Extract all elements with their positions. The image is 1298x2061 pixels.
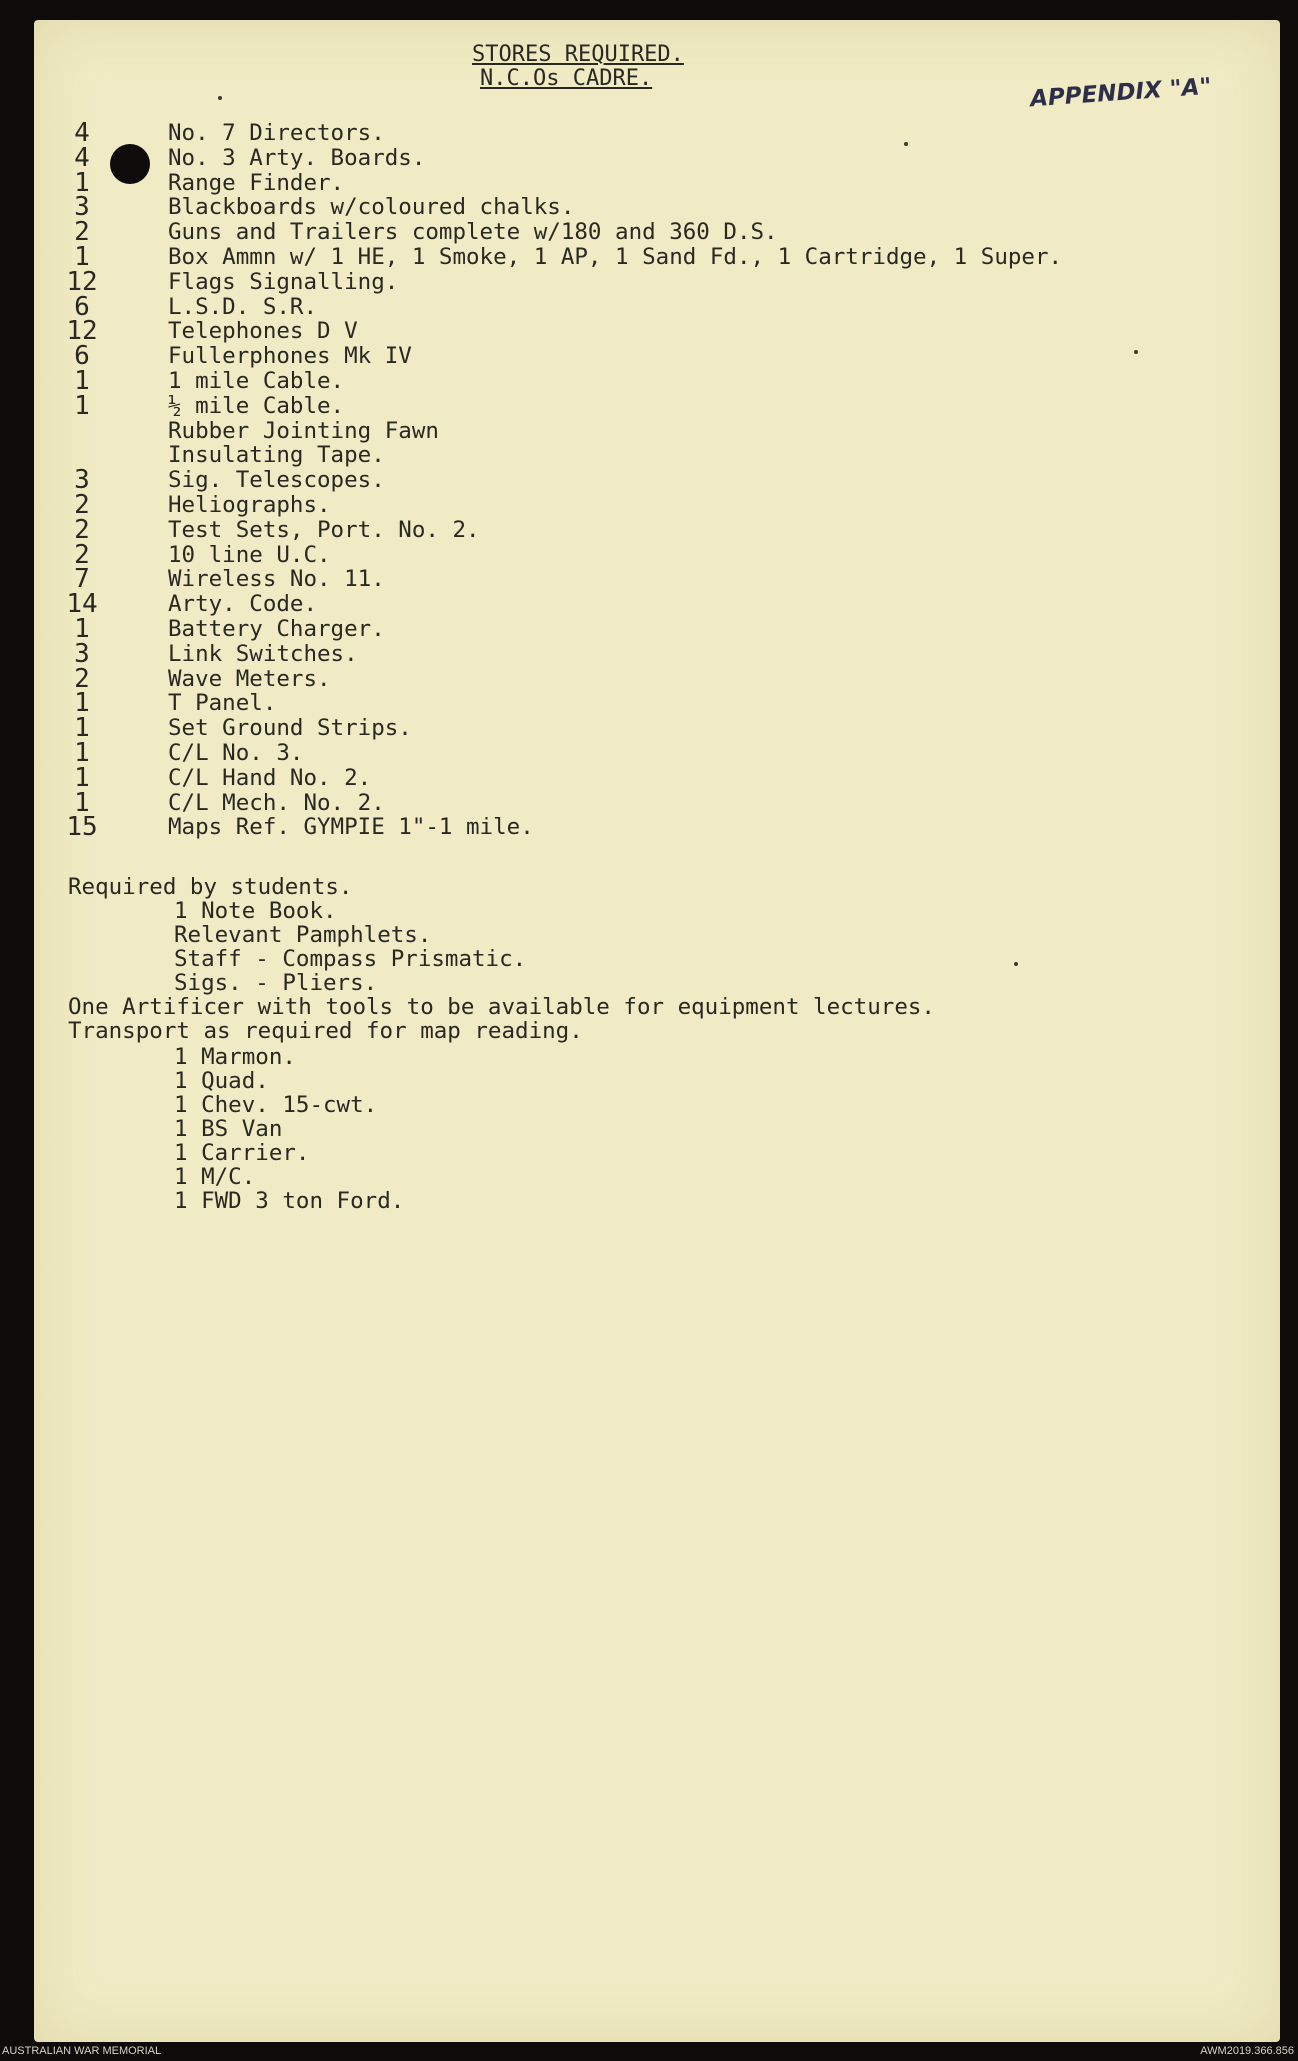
item-description: Wireless No. 11. <box>168 566 385 592</box>
students-line-1: 1 Note Book. <box>174 898 337 924</box>
artificer-line: One Artificer with tools to be available for equipment lectures. <box>68 994 935 1020</box>
document-title: STORES REQUIRED. <box>472 42 684 67</box>
item-quantity: 14 <box>66 589 98 619</box>
item-description: Test Sets, Port. No. 2. <box>168 517 480 543</box>
students-line-2: Relevant Pamphlets. <box>174 922 432 948</box>
item-description: C/L No. 3. <box>168 740 304 766</box>
item-description: ½ mile Cable. <box>168 393 345 419</box>
item-quantity: 1 <box>74 242 90 272</box>
item-quantity: 1 <box>74 391 90 421</box>
item-description: Flags Signalling. <box>168 269 399 295</box>
item-quantity: 4 <box>74 118 90 148</box>
item-quantity: 3 <box>74 465 90 495</box>
item-quantity: 12 <box>66 267 98 297</box>
item-description: Battery Charger. <box>168 616 385 642</box>
item-description: No. 7 Directors. <box>168 120 385 146</box>
item-quantity: 1 <box>74 763 90 793</box>
document-subtitle: N.C.Os CADRE. <box>480 66 653 91</box>
punch-hole <box>110 144 150 184</box>
transport-line-2: 1 Quad. <box>174 1068 269 1094</box>
item-description: C/L Mech. No. 2. <box>168 790 385 816</box>
item-description: T Panel. <box>168 690 277 716</box>
item-quantity: 15 <box>66 812 98 842</box>
item-description: Box Ammn w/ 1 HE, 1 Smoke, 1 AP, 1 Sand Fd., 1 Cartridge, 1 Super. <box>168 244 1063 270</box>
item-description: Guns and Trailers complete w/180 and 360 D.S. <box>168 219 778 245</box>
item-quantity: 3 <box>74 192 90 222</box>
item-quantity: 2 <box>74 540 90 570</box>
transport-line-4: 1 BS Van <box>174 1116 283 1142</box>
item-description: Wave Meters. <box>168 666 331 692</box>
item-quantity: 12 <box>66 316 98 346</box>
item-description: 10 line U.C. <box>168 542 331 568</box>
transport-line-7: 1 FWD 3 ton Ford. <box>174 1188 405 1214</box>
transport-line-1: 1 Marmon. <box>174 1044 296 1070</box>
appendix-annotation: APPENDIX "A" <box>1029 73 1213 113</box>
students-heading: Required by students. <box>68 874 353 900</box>
paper-speck <box>1134 350 1138 354</box>
item-quantity: 2 <box>74 664 90 694</box>
item-quantity: 6 <box>74 341 90 371</box>
item-quantity: 3 <box>74 639 90 669</box>
transport-line-6: 1 M/C. <box>174 1164 256 1190</box>
item-description: Arty. Code. <box>168 591 318 617</box>
paper-speck <box>904 142 908 146</box>
item-description: Set Ground Strips. <box>168 715 412 741</box>
item-description: Rubber Jointing Fawn <box>168 418 439 444</box>
item-description: 1 mile Cable. <box>168 368 345 394</box>
item-description: Telephones D V <box>168 318 358 344</box>
item-description: Blackboards w/coloured chalks. <box>168 194 575 220</box>
item-quantity: 1 <box>74 168 90 198</box>
item-description: Insulating Tape. <box>168 442 385 468</box>
transport-heading: Transport as required for map reading. <box>68 1018 583 1044</box>
item-quantity: 1 <box>74 788 90 818</box>
item-description: C/L Hand No. 2. <box>168 765 372 791</box>
item-quantity: 2 <box>74 515 90 545</box>
item-description: Fullerphones Mk IV <box>168 343 412 369</box>
item-quantity: 1 <box>74 366 90 396</box>
item-description: Maps Ref. GYMPIE 1"-1 mile. <box>168 814 534 840</box>
item-quantity: 7 <box>74 564 90 594</box>
item-quantity: 1 <box>74 614 90 644</box>
students-line-3: Staff - Compass Prismatic. <box>174 946 527 972</box>
item-quantity: 2 <box>74 490 90 520</box>
item-description: Range Finder. <box>168 170 345 196</box>
item-quantity: 4 <box>74 143 90 173</box>
footer-source: AUSTRALIAN WAR MEMORIAL <box>2 2045 162 2057</box>
document-sheet <box>34 20 1280 2042</box>
transport-line-5: 1 Carrier. <box>174 1140 310 1166</box>
item-description: Sig. Telescopes. <box>168 467 385 493</box>
paper-speck <box>218 96 222 100</box>
item-quantity: 1 <box>74 688 90 718</box>
students-line-4: Sigs. - Pliers. <box>174 970 378 996</box>
transport-line-3: 1 Chev. 15-cwt. <box>174 1092 378 1118</box>
item-description: Heliographs. <box>168 492 331 518</box>
item-description: L.S.D. S.R. <box>168 294 318 320</box>
item-quantity: 1 <box>74 713 90 743</box>
paper-speck <box>1014 962 1018 966</box>
footer-reference: AWM2019.366.856 <box>1200 2045 1294 2057</box>
item-description: Link Switches. <box>168 641 358 667</box>
item-description: No. 3 Arty. Boards. <box>168 145 426 171</box>
item-quantity: 2 <box>74 217 90 247</box>
item-quantity: 6 <box>74 292 90 322</box>
item-quantity: 1 <box>74 738 90 768</box>
